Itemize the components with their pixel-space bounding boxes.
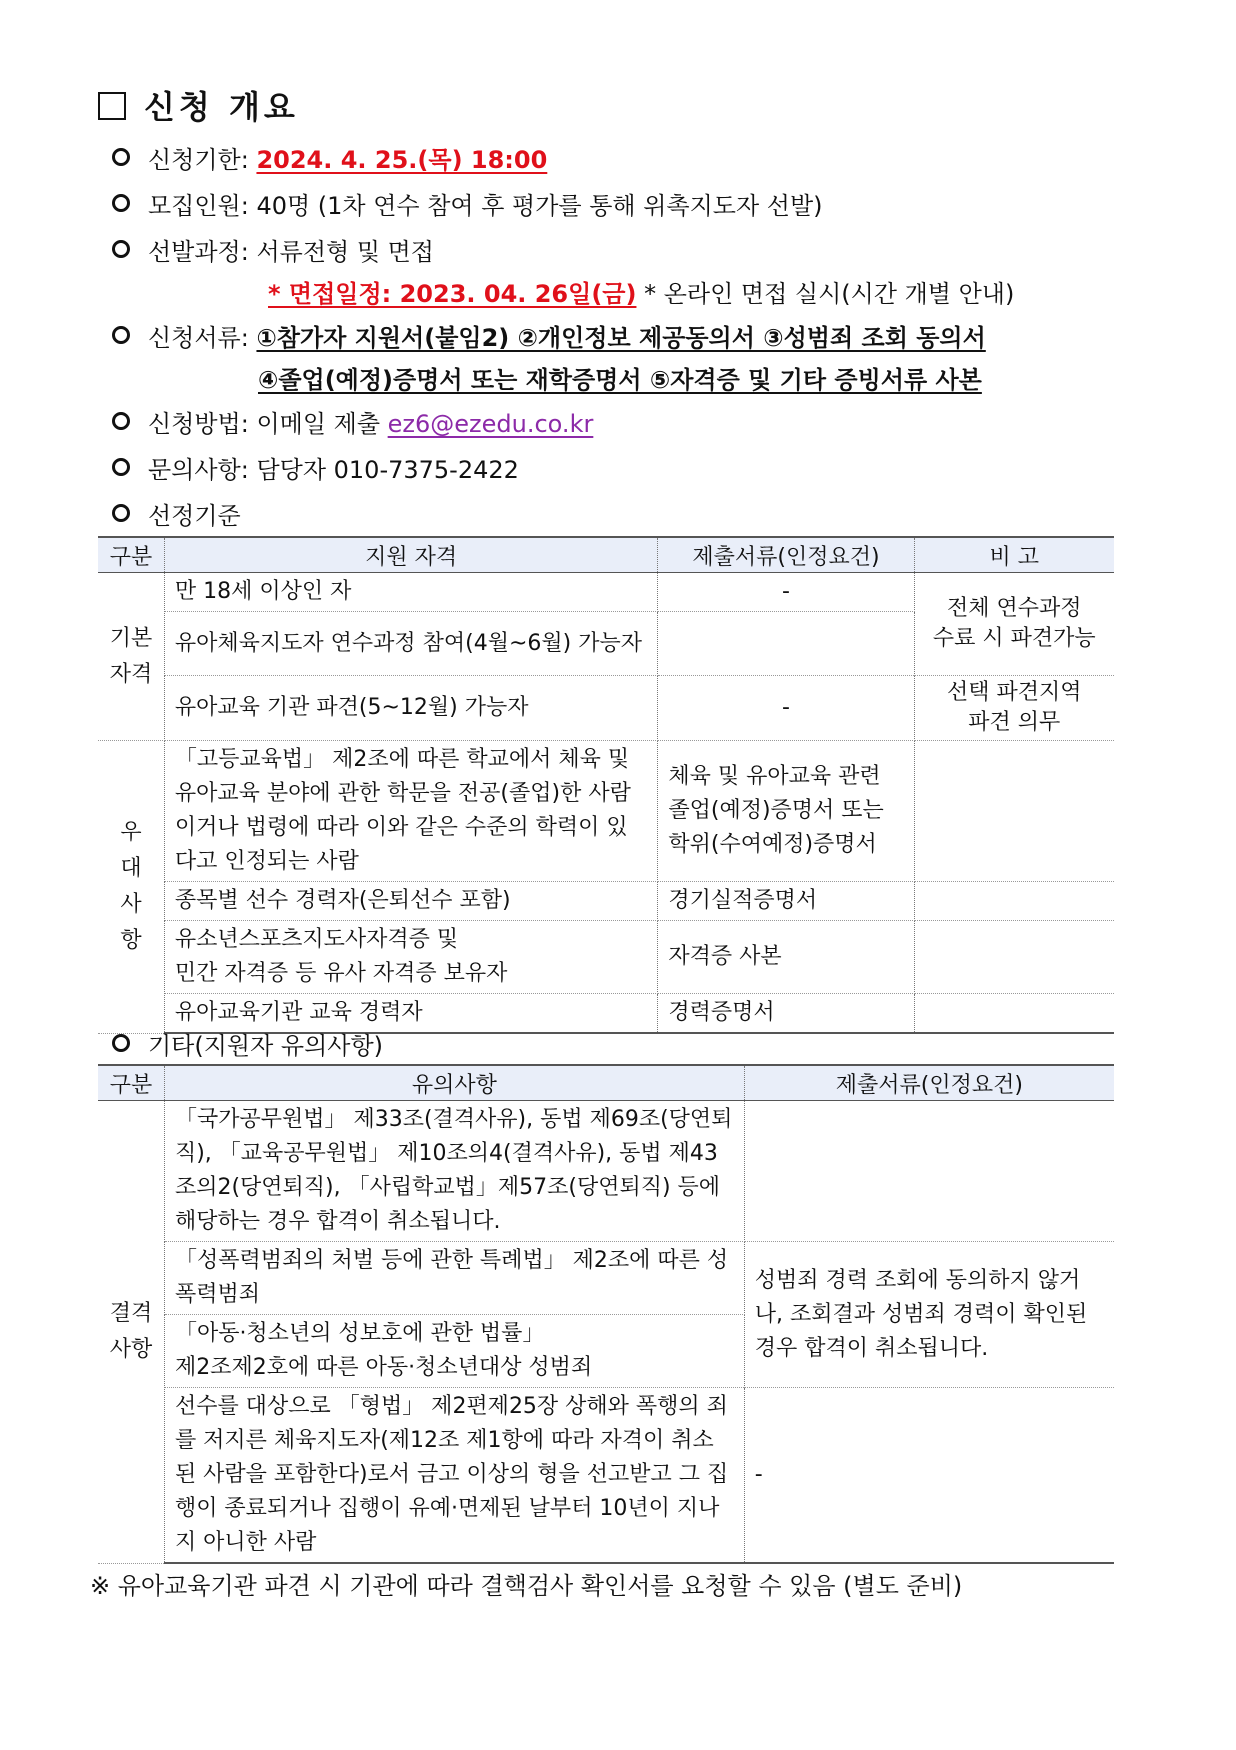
table-cell: - [658, 573, 914, 612]
contact-item: 문의사항: 담당자 010-7375-2422 [112, 450, 519, 485]
table-cell: 유아체육지도자 연수과정 참여(4월~6월) 가능자 [164, 612, 657, 676]
table-cell: 「아동·청소년의 성보호에 관한 법률」 제2조제2호에 따른 아동·청소년대상 성범죄 [164, 1315, 744, 1388]
circle-bullet-icon [112, 194, 130, 212]
pref-label: 우 대 사 항 [98, 741, 164, 1034]
circle-bullet-icon [112, 326, 130, 344]
docs-line2: ④졸업(예정)증명서 또는 재학증명서 ⑤자격증 및 기타 증빙서류 사본 [258, 366, 982, 394]
table-cell: - [744, 1388, 1114, 1564]
table-cell [914, 921, 1114, 994]
table-cell: 선수를 대상으로 「형법」 제2편제25장 상해와 폭행의 죄를 저지른 체육지도자(제12조 제1항에 따라 자격이 취소된 사람을 포함한다)로서 금고 이상의 형을 선고받고 그 집행이 종료되거나 집행이 유예·면제된 날부터 10년이 지나지 아니한 사람 [164, 1388, 744, 1564]
table-cell: 「국가공무원법」 제33조(결격사유), 동법 제69조(당연퇴직), 「교육공무원법」 제10조의4(결격사유), 동법 제43조의2(당연퇴직), 「사립학교법」제57조(당연퇴직) 등에 해당하는 경우 합격이 취소됩니다. [164, 1101, 744, 1242]
circle-bullet-icon [112, 504, 130, 522]
docs-item: 신청서류: ①참가자 지원서(붙임2) ②개인정보 제공동의서 ③성범죄 조회 동의서 [112, 318, 986, 353]
disqualification-table: 구분 유의사항 제출서류(인정요건) 결격 사항 「국가공무원법」 제33조(결격사유), 동법 제69조(당연퇴직), 「교육공무원법」 제10조의4(결격사유), 동법 제43조의2(당연퇴직), 「사립학교법」제57조(당연퇴직) 등에 해당하는 경우 합격이 취소됩니다. 「성폭력범죄의 처벌 등에 관한 특례법」 제2조에 따른 성폭력범죄 성범죄 경력 조회에 동의하지 않거나, 조회결과 성범죄 경력이 확인된 경우 합격이 취소됩니다. 「아동·청소년의 성보호에 관한 법률」 제2조제2호에 따른 아동·청소년대상 성범죄 선수를 대상으로 「형법」 제2편제25장 상해와 폭행의 죄를 저지른 체육지도자(제12조 제1항에 따라 자격이 취소된 사람을 포함한다)로서 금고 이상의 형을 선고받고 그 집행이 종료되거나 집행이 유예·면제된 날부터 10년이 지나지 아니한 사람 - [98, 1064, 1114, 1564]
table-cell [744, 1101, 1114, 1242]
table-cell: - [658, 676, 914, 741]
table-cell: 유소년스포츠지도사자격증 및 민간 자격증 등 유사 자격증 보유자 [164, 921, 657, 994]
basic-note-1: 전체 연수과정 수료 시 파견가능 [914, 573, 1114, 676]
table-cell: 「성폭력범죄의 처벌 등에 관한 특례법」 제2조에 따른 성폭력범죄 [164, 1242, 744, 1315]
table-cell: 경기실적증명서 [658, 882, 914, 921]
email-link[interactable]: ez6@ezedu.co.kr [387, 410, 594, 438]
table-cell: 경력증명서 [658, 994, 914, 1034]
table-cell: 체육 및 유아교육 관련 졸업(예정)증명서 또는 학위(수여예정)증명서 [658, 741, 914, 882]
basic-note-2: 선택 파견지역 파견 의무 [914, 676, 1114, 741]
basic-label: 기본 자격 [98, 573, 164, 741]
table-cell [914, 882, 1114, 921]
circle-bullet-icon [112, 1034, 130, 1052]
table-cell: 자격증 사본 [658, 921, 914, 994]
table-cell: 유아교육기관 교육 경력자 [164, 994, 657, 1034]
table-cell [914, 994, 1114, 1034]
interview-schedule: * 면접일정: 2023. 04. 26일(금) * 온라인 면접 실시(시간 개별 안내) [268, 280, 1015, 308]
other-item: 기타(지원자 유의사항) [112, 1026, 383, 1061]
criteria-item: 선정기준 [112, 496, 241, 531]
table-cell: 종목별 선수 경력자(은퇴선수 포함) [164, 882, 657, 921]
sex-crime-doc: 성범죄 경력 조회에 동의하지 않거나, 조회결과 성범죄 경력이 확인된 경우 합격이 취소됩니다. [744, 1242, 1114, 1388]
circle-bullet-icon [112, 240, 130, 258]
disq-label: 결격 사항 [98, 1101, 164, 1564]
footnote: ※ 유아교육기관 파견 시 기관에 따라 결핵검사 확인서를 요청할 수 있음 (별도 준비) [90, 1572, 963, 1600]
circle-bullet-icon [112, 148, 130, 166]
method-item: 신청방법: 이메일 제출 ez6@ezedu.co.kr [112, 404, 593, 439]
checkbox-square-icon [98, 92, 126, 120]
table-cell: 만 18세 이상인 자 [164, 573, 657, 612]
deadline-item: 신청기한: 2024. 4. 25.(목) 18:00 [112, 140, 547, 175]
table-cell [914, 741, 1114, 882]
circle-bullet-icon [112, 412, 130, 430]
process-item: 선발과정: 서류전형 및 면접 [112, 232, 434, 267]
deadline-value: 2024. 4. 25.(목) 18:00 [256, 146, 548, 174]
recruit-item: 모집인원: 40명 (1차 연수 참여 후 평가를 통해 위촉지도자 선발) [112, 186, 823, 221]
table-cell: 유아교육 기관 파견(5~12월) 가능자 [164, 676, 657, 741]
section-title: 신청 개요 [98, 82, 299, 128]
table-cell [658, 612, 914, 676]
table-cell: 「고등교육법」 제2조에 따른 학교에서 체육 및 유아교육 분야에 관한 학문을 전공(졸업)한 사람이거나 법령에 따라 이와 같은 수준의 학력이 있다고 인정되는 사람 [164, 741, 657, 882]
criteria-table: 구분 지원 자격 제출서류(인정요건) 비 고 기본 자격 만 18세 이상인 자 - 전체 연수과정 수료 시 파견가능 유아체육지도자 연수과정 참여(4월~6월) 가능자 유아교육 기관 파견(5~12월) 가능자 - 선택 파견지역 파견 의무 우 대 사 항 「고등교육법」 제2조에 따른 학교에서 체육 및 유아교육 분야에 관한 학문을 전공(졸업)한 사람이거나 법령에 따라 이와 같은 수준의 학력이 있다고 인정되는 사람 체육 및 유아교육 관련 졸업(예정)증명서 또는 학위(수여예정)증명서 종목별 선수 경력자(은퇴선수 포함) 경기실적증명서 유소년스포츠지도사자격증 및 민간 자격증 등 유사 자격증 보유자 자격증 사본 유아교육기관 교육 경력자 경력증명서 [98, 536, 1114, 1034]
circle-bullet-icon [112, 458, 130, 476]
